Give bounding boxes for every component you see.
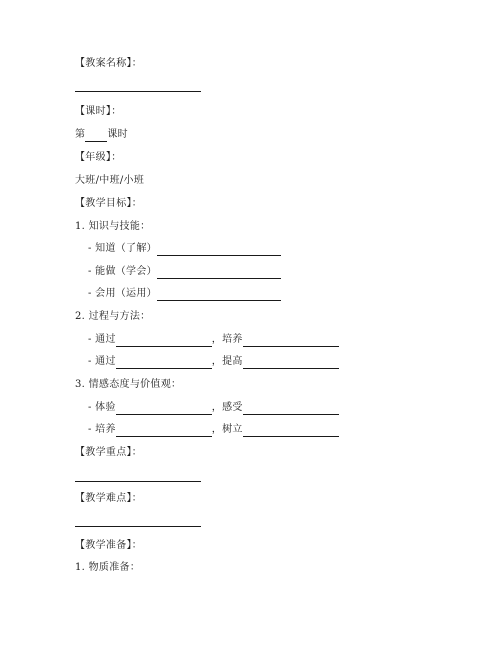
- row-blank-a: [116, 403, 212, 415]
- period-heading: 【课时】：: [75, 106, 122, 117]
- objective-3-row: [88, 401, 339, 415]
- row-blank-b: [243, 425, 339, 437]
- row-label-a: - 通过: [88, 334, 116, 345]
- lesson-name-heading: 【教案名称】：: [75, 58, 143, 69]
- difficult-points-heading: 【教学难点】：: [75, 493, 143, 504]
- item-label: - 知道（了解）: [88, 243, 157, 254]
- period-suffix: 课时: [107, 129, 128, 140]
- key-points-heading: 【教学重点】：: [75, 447, 143, 458]
- row-label-b: ，感受: [211, 402, 243, 413]
- row-blank-b: [243, 335, 339, 347]
- objective-3-title: 3. 情感态度与价值观：: [75, 379, 182, 390]
- item-blank: [157, 267, 281, 279]
- row-label-a: - 体验: [88, 402, 116, 413]
- key-points-blank: [75, 481, 201, 482]
- lesson-name-blank: [75, 91, 201, 92]
- objective-1-title: 1. 知识与技能：: [75, 221, 151, 232]
- row-label-b: ，提高: [211, 356, 243, 367]
- item-label: - 能做（学会）: [88, 266, 157, 277]
- objective-2-row: [88, 355, 339, 369]
- row-blank-b: [243, 357, 339, 369]
- item-blank: [157, 244, 281, 256]
- item-label: - 会用（运用）: [88, 288, 157, 299]
- grade-heading: 【年级】：: [75, 152, 122, 163]
- objective-1-item: [88, 242, 281, 256]
- objective-1-item: [88, 287, 281, 301]
- period-prefix: 第: [75, 129, 86, 140]
- row-label-a: - 通过: [88, 356, 116, 367]
- row-blank-b: [243, 403, 339, 415]
- objective-3-row: [88, 423, 339, 437]
- preparation-heading: 【教学准备】：: [75, 540, 143, 551]
- preparation-1-title: 1. 物质准备：: [75, 562, 141, 573]
- grade-value: 大班/中班/小班: [75, 175, 145, 186]
- row-blank-a: [116, 335, 212, 347]
- row-blank-a: [116, 357, 212, 369]
- row-label-b: ，树立: [211, 424, 243, 435]
- objective-2-title: 2. 过程与方法：: [75, 311, 151, 322]
- objective-2-row: [88, 333, 339, 347]
- row-blank-a: [116, 425, 212, 437]
- objectives-heading: 【教学目标】：: [75, 198, 143, 209]
- row-label-a: - 培养: [88, 424, 116, 435]
- period-blank: [85, 130, 107, 142]
- period-line: [75, 128, 128, 142]
- objective-1-item: [88, 265, 281, 279]
- difficult-points-blank: [75, 526, 201, 527]
- item-blank: [157, 289, 281, 301]
- row-label-b: ，培养: [211, 334, 243, 345]
